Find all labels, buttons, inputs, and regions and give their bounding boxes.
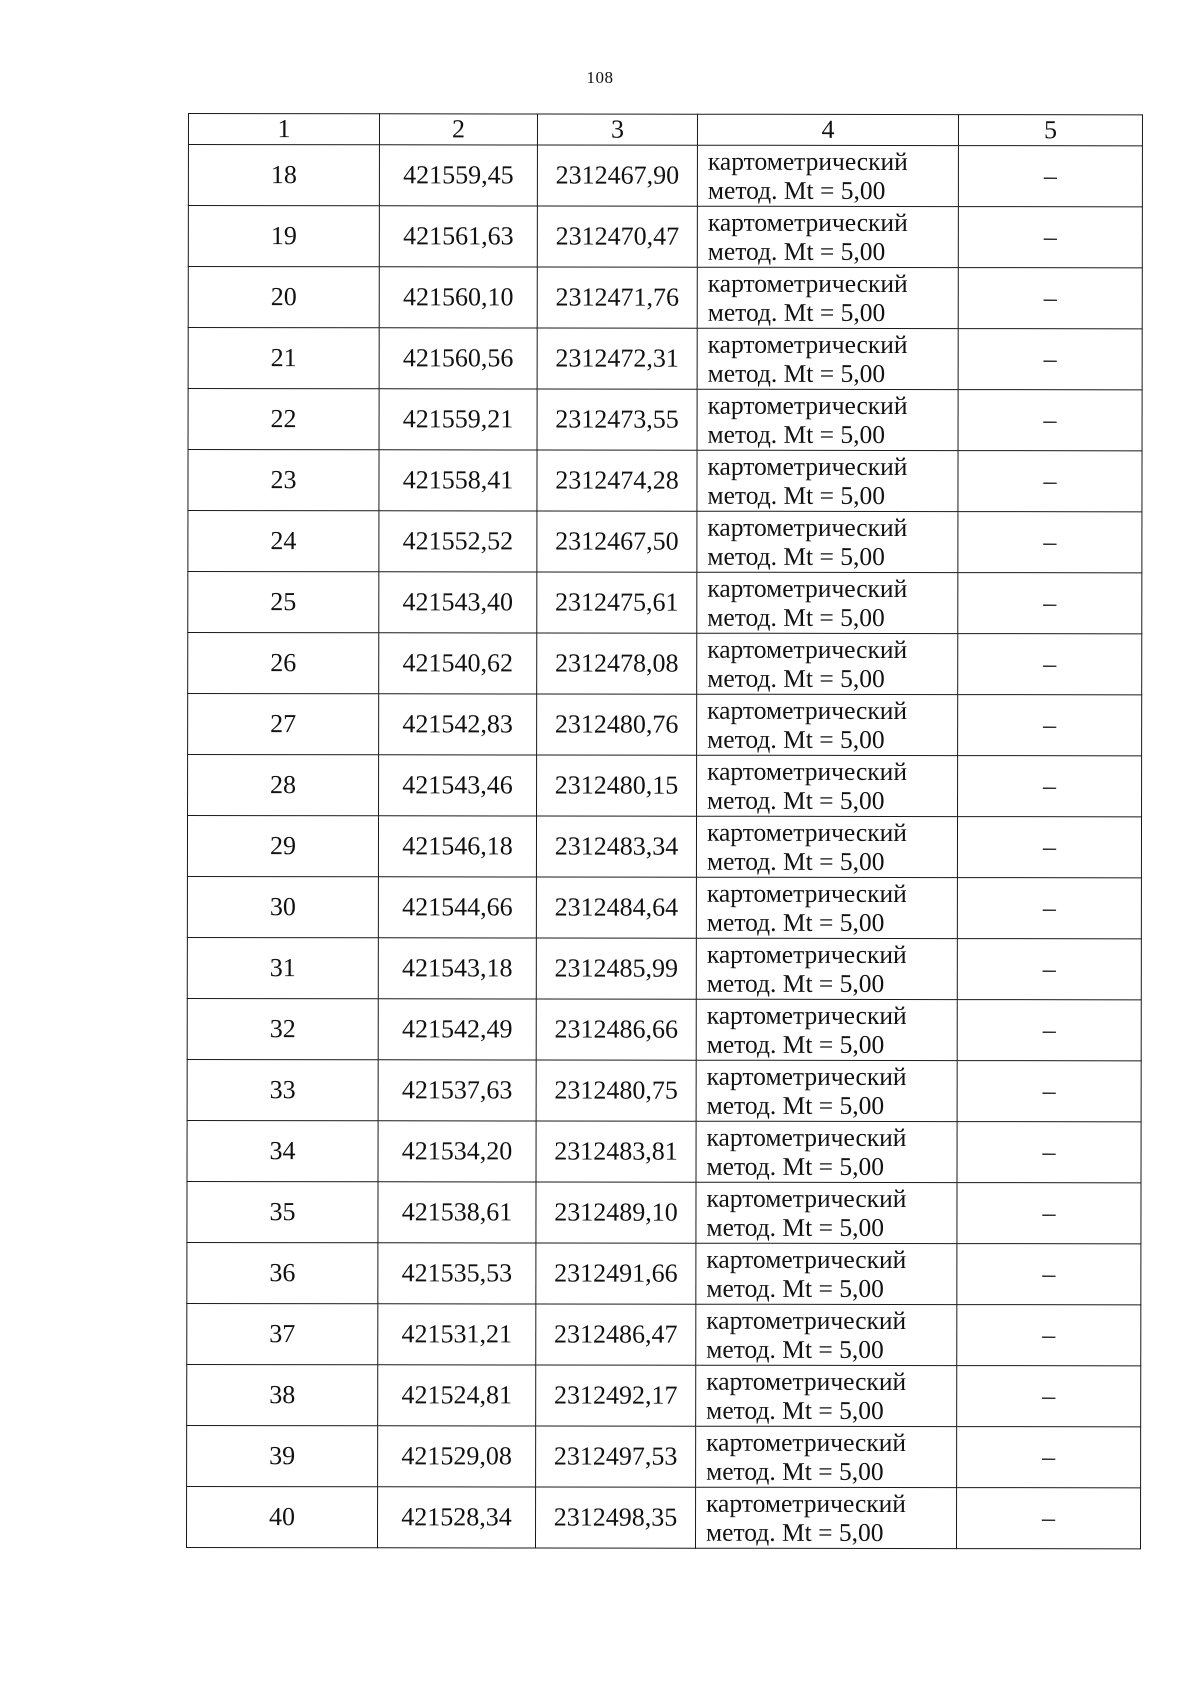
method-line-2: метод. Mt = 5,00 (707, 175, 886, 205)
x-coordinate-cell: 421561,63 (379, 206, 537, 267)
y-coordinate-cell: 2312480,15 (537, 755, 697, 816)
y-coordinate-cell: 2312486,47 (536, 1304, 696, 1365)
column-5-cell: – (958, 207, 1142, 268)
x-coordinate-cell: 421559,21 (379, 389, 537, 450)
y-coordinate-cell: 2312475,61 (537, 572, 697, 633)
table-row (187, 1242, 1141, 1304)
point-number-cell: 37 (187, 1303, 378, 1364)
column-5-cell: – (958, 695, 1142, 756)
x-coordinate-cell: 421537,63 (378, 1060, 536, 1121)
y-coordinate-cell: 2312483,34 (536, 816, 696, 877)
method-line-2: метод. Mt = 5,00 (707, 297, 886, 327)
method-line-1: картометрический (707, 512, 908, 543)
table-row (187, 816, 1141, 878)
method-line-2: метод. Mt = 5,00 (707, 602, 885, 632)
column-5-cell: – (958, 634, 1142, 695)
y-coordinate-cell: 2312478,08 (537, 633, 697, 694)
y-coordinate-cell: 2312483,81 (536, 1121, 696, 1182)
point-number-cell: 26 (188, 633, 379, 694)
column-5-cell: – (958, 512, 1142, 573)
x-coordinate-cell: 421531,21 (378, 1304, 536, 1365)
point-number-cell: 31 (187, 937, 378, 998)
x-coordinate-cell: 421552,52 (379, 511, 537, 572)
point-number-cell: 29 (187, 816, 378, 877)
column-5-cell: – (958, 329, 1142, 390)
column-header-2: 2 (379, 114, 537, 145)
method-line-1: картометрический (706, 1366, 907, 1397)
method-line-2: метод. Mt = 5,00 (707, 419, 886, 449)
method-line-1: картометрический (707, 390, 908, 421)
point-number-cell: 19 (188, 206, 379, 267)
method-line-2: метод. Mt = 5,00 (706, 1395, 884, 1425)
method-line-2: метод. Mt = 5,00 (707, 724, 885, 754)
method-line-2: метод. Mt = 5,00 (706, 1151, 885, 1181)
method-line-2: метод. Mt = 5,00 (706, 1334, 884, 1364)
method-line-2: метод. Mt = 5,00 (706, 1029, 885, 1059)
point-number-cell: 32 (187, 998, 378, 1059)
x-coordinate-cell: 421524,81 (378, 1365, 536, 1426)
column-5-cell: – (957, 1061, 1141, 1122)
table-row (188, 694, 1142, 756)
column-5-cell: – (957, 878, 1141, 939)
table-row (187, 1364, 1141, 1426)
point-number-cell: 35 (187, 1181, 378, 1242)
method-cell (696, 1121, 957, 1182)
method-line-2: метод. Mt = 5,00 (706, 1456, 884, 1486)
column-header-5: 5 (958, 115, 1142, 146)
column-5-cell: – (958, 451, 1142, 512)
point-number-cell: 30 (187, 876, 378, 937)
table-row (188, 145, 1142, 207)
point-number-cell: 25 (188, 572, 379, 633)
x-coordinate-cell: 421546,18 (378, 816, 536, 877)
method-cell (696, 1365, 957, 1426)
column-header-1: 1 (188, 114, 379, 145)
method-line-1: картометрический (707, 329, 908, 360)
y-coordinate-cell: 2312472,31 (537, 328, 697, 389)
x-coordinate-cell: 421560,10 (379, 267, 537, 328)
x-coordinate-cell: 421544,66 (378, 877, 536, 938)
method-line-1: картометрический (707, 573, 908, 604)
point-number-cell: 18 (188, 145, 379, 206)
column-5-cell: – (956, 1488, 1140, 1549)
header-row (188, 114, 1142, 146)
method-line-2: метод. Mt = 5,00 (707, 480, 886, 510)
table-row (187, 1425, 1141, 1487)
x-coordinate-cell: 421543,40 (379, 572, 537, 633)
table-row (188, 755, 1142, 817)
x-coordinate-cell: 421538,61 (378, 1182, 536, 1243)
method-line-1: картометрический (706, 1000, 907, 1031)
table-row (187, 937, 1141, 999)
table-row (187, 1181, 1141, 1243)
method-line-1: картометрический (707, 756, 908, 787)
method-line-1: картометрический (706, 939, 907, 970)
y-coordinate-cell: 2312474,28 (537, 450, 697, 511)
method-line-1: картометрический (706, 1244, 907, 1275)
y-coordinate-cell: 2312480,75 (536, 1060, 696, 1121)
table-row (188, 572, 1142, 634)
column-5-cell: – (958, 146, 1142, 207)
method-cell (696, 1182, 957, 1243)
method-cell (697, 572, 958, 633)
method-cell (697, 755, 958, 816)
method-line-2: метод. Mt = 5,00 (706, 1212, 884, 1242)
point-number-cell: 21 (188, 328, 379, 389)
method-cell (697, 267, 958, 328)
table-body (186, 145, 1142, 1549)
point-number-cell: 22 (188, 389, 379, 450)
method-line-1: картометрический (707, 451, 908, 482)
column-header-3: 3 (537, 114, 697, 145)
point-number-cell: 34 (187, 1120, 378, 1181)
table-row (188, 389, 1142, 451)
column-5-cell: – (957, 1183, 1141, 1244)
coordinates-table (186, 113, 1143, 1549)
column-5-cell: – (958, 573, 1142, 634)
x-coordinate-cell: 421558,41 (379, 450, 537, 511)
method-cell (696, 1060, 957, 1121)
column-5-cell: – (958, 390, 1142, 451)
x-coordinate-cell: 421542,49 (378, 999, 536, 1060)
method-cell (696, 1426, 957, 1487)
method-line-1: картометрический (706, 1122, 907, 1153)
point-number-cell: 36 (187, 1242, 378, 1303)
method-line-2: метод. Mt = 5,00 (707, 541, 885, 571)
method-line-1: картометрический (706, 1061, 907, 1092)
column-header-4: 4 (697, 114, 958, 145)
column-5-cell: – (957, 1000, 1141, 1061)
method-cell (697, 450, 958, 511)
table-row (187, 1059, 1141, 1121)
method-line-1: картометрический (707, 268, 908, 299)
method-line-2: метод. Mt = 5,00 (707, 663, 885, 693)
method-cell (697, 511, 958, 572)
x-coordinate-cell: 421542,83 (379, 694, 537, 755)
point-number-cell: 38 (187, 1364, 378, 1425)
table-row (187, 1303, 1141, 1365)
x-coordinate-cell: 421543,46 (379, 755, 537, 816)
method-cell (697, 633, 958, 694)
column-5-cell: – (957, 1366, 1141, 1427)
method-cell (696, 1243, 957, 1304)
method-line-2: метод. Mt = 5,00 (706, 846, 885, 876)
method-line-2: метод. Mt = 5,00 (707, 358, 886, 388)
x-coordinate-cell: 421535,53 (378, 1243, 536, 1304)
x-coordinate-cell: 421540,62 (379, 633, 537, 694)
method-line-1: картометрический (706, 817, 907, 848)
method-cell (696, 877, 957, 938)
point-number-cell: 20 (188, 267, 379, 328)
point-number-cell: 28 (188, 755, 379, 816)
point-number-cell: 23 (188, 450, 379, 511)
y-coordinate-cell: 2312467,90 (537, 145, 697, 206)
table-row (187, 998, 1141, 1060)
y-coordinate-cell: 2312470,47 (537, 206, 697, 267)
table-row (188, 267, 1142, 329)
method-line-1: картометрический (706, 878, 907, 909)
method-line-2: метод. Mt = 5,00 (706, 968, 885, 998)
y-coordinate-cell: 2312480,76 (537, 694, 697, 755)
table-row (187, 876, 1141, 938)
point-number-cell: 27 (188, 694, 379, 755)
point-number-cell: 24 (188, 511, 379, 572)
method-cell (697, 694, 958, 755)
column-5-cell: – (958, 268, 1142, 329)
table-row (188, 206, 1142, 268)
method-line-1: картометрический (707, 695, 908, 726)
table-row (186, 1486, 1140, 1548)
column-5-cell: – (957, 817, 1141, 878)
y-coordinate-cell: 2312471,76 (537, 267, 697, 328)
table-row (188, 511, 1142, 573)
method-cell (697, 328, 958, 389)
method-line-1: картометрический (706, 1183, 907, 1214)
method-cell (695, 1487, 956, 1548)
method-line-2: метод. Mt = 5,00 (706, 1273, 884, 1303)
method-cell (697, 206, 958, 267)
table-row (188, 328, 1142, 390)
x-coordinate-cell: 421534,20 (378, 1121, 536, 1182)
y-coordinate-cell: 2312492,17 (536, 1365, 696, 1426)
y-coordinate-cell: 2312497,53 (536, 1426, 696, 1487)
table-row (187, 1120, 1141, 1182)
method-cell (697, 145, 958, 206)
method-cell (696, 816, 957, 877)
y-coordinate-cell: 2312467,50 (537, 511, 697, 572)
method-line-1: картометрический (707, 207, 908, 238)
x-coordinate-cell: 421529,08 (378, 1426, 536, 1487)
y-coordinate-cell: 2312486,66 (536, 999, 696, 1060)
point-number-cell: 39 (187, 1425, 378, 1486)
y-coordinate-cell: 2312485,99 (536, 938, 696, 999)
page-number: 108 (586, 68, 614, 87)
method-cell (696, 1304, 957, 1365)
column-5-cell: – (957, 939, 1141, 1000)
table-row (188, 633, 1142, 695)
point-number-cell: 40 (186, 1486, 377, 1547)
method-cell (696, 938, 957, 999)
column-5-cell: – (957, 1244, 1141, 1305)
column-5-cell: – (957, 1122, 1141, 1183)
method-line-2: метод. Mt = 5,00 (707, 236, 886, 266)
x-coordinate-cell: 421528,34 (377, 1487, 535, 1548)
column-5-cell: – (958, 756, 1142, 817)
column-5-cell: – (957, 1305, 1141, 1366)
method-line-2: метод. Mt = 5,00 (706, 1090, 885, 1120)
column-5-cell: – (957, 1427, 1141, 1488)
table-row (188, 450, 1142, 512)
table-header (188, 114, 1142, 146)
method-cell (697, 389, 958, 450)
method-cell (696, 999, 957, 1060)
method-line-2: метод. Mt = 5,00 (705, 1517, 884, 1547)
y-coordinate-cell: 2312498,35 (535, 1487, 695, 1548)
x-coordinate-cell: 421560,56 (379, 328, 537, 389)
method-line-2: метод. Mt = 5,00 (707, 785, 885, 815)
method-line-1: картометрический (707, 146, 908, 177)
x-coordinate-cell: 421543,18 (378, 938, 536, 999)
y-coordinate-cell: 2312491,66 (536, 1243, 696, 1304)
method-line-1: картометрический (706, 1427, 907, 1458)
method-line-1: картометрический (706, 1488, 906, 1519)
method-line-1: картометрический (706, 1305, 907, 1336)
point-number-cell: 33 (187, 1059, 378, 1120)
y-coordinate-cell: 2312484,64 (536, 877, 696, 938)
x-coordinate-cell: 421559,45 (379, 145, 537, 206)
y-coordinate-cell: 2312473,55 (537, 389, 697, 450)
method-line-2: метод. Mt = 5,00 (706, 907, 885, 937)
y-coordinate-cell: 2312489,10 (536, 1182, 696, 1243)
method-line-1: картометрический (707, 634, 908, 665)
